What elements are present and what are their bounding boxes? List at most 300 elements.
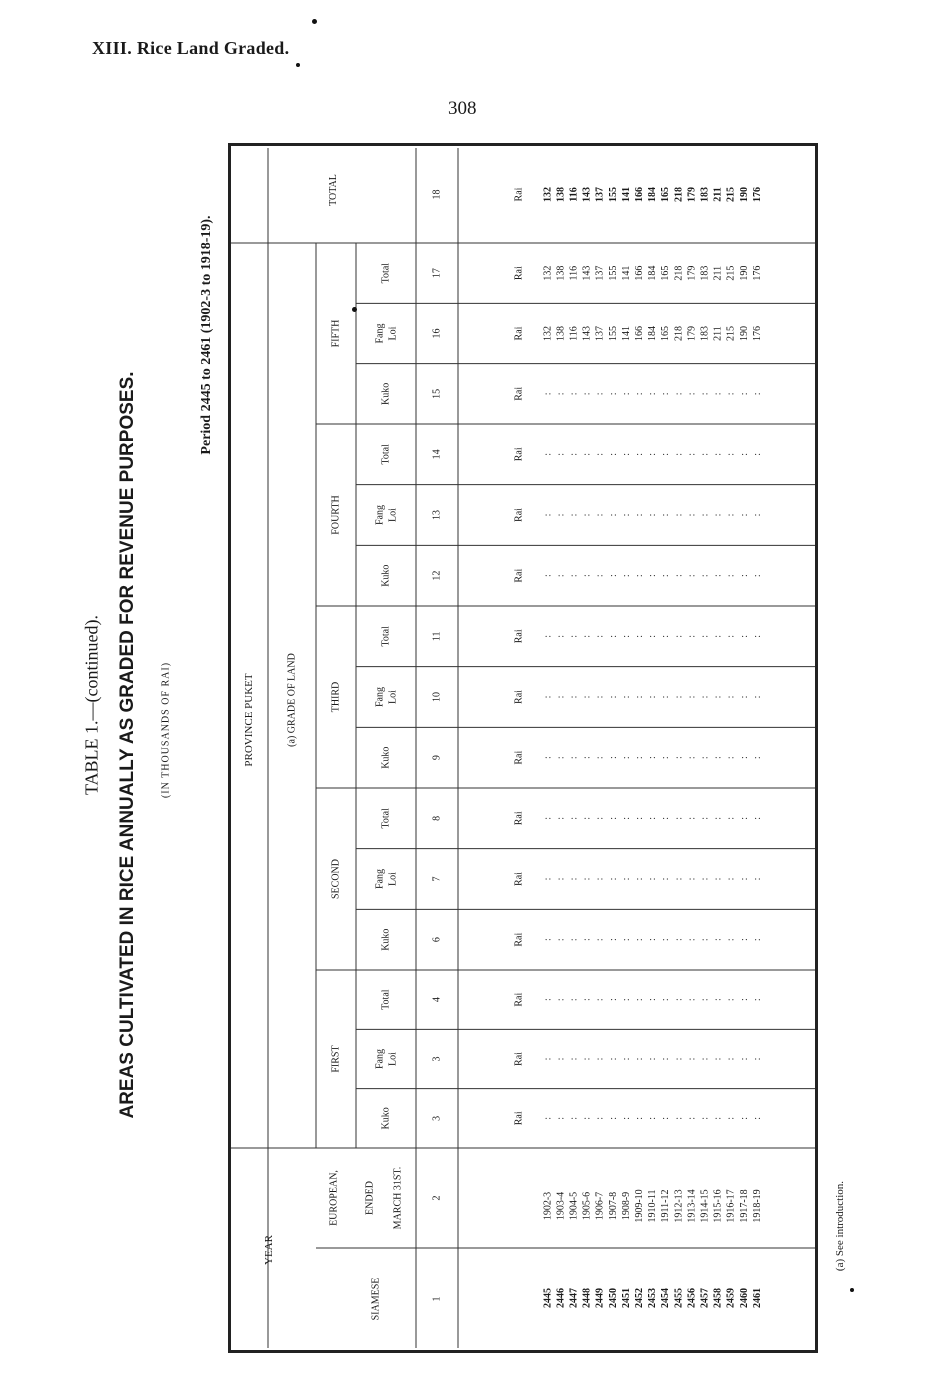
empty-cell: :: [633, 513, 645, 517]
subheader-label: Loi: [387, 508, 399, 522]
column-number: 10: [431, 692, 443, 702]
subheader-label: Kuko: [380, 564, 392, 587]
empty-cell: :: [712, 816, 724, 820]
siamese-year-cell: 2453: [647, 1288, 659, 1308]
subheader-label: Total: [380, 444, 392, 465]
speck-mark: [312, 19, 317, 24]
unit-label: Rai: [513, 568, 525, 583]
unit-label: Rai: [513, 266, 525, 281]
empty-cell: :: [699, 513, 711, 517]
empty-cell: :: [738, 816, 750, 820]
empty-cell: :: [712, 634, 724, 638]
empty-cell: :: [581, 1116, 593, 1120]
empty-cell: :: [738, 998, 750, 1002]
column-number: 6: [431, 937, 443, 943]
empty-cell: :: [594, 695, 606, 699]
empty-cell: :: [542, 816, 554, 820]
fifth-total-cell: 141: [620, 265, 632, 281]
empty-cell: :: [673, 634, 685, 638]
siamese-year-cell: 2454: [660, 1288, 672, 1308]
empty-cell: :: [568, 1057, 580, 1061]
european-year-cell: 1909-10: [633, 1189, 645, 1223]
subheader-label: Loi: [387, 1052, 399, 1066]
empty-cell: :: [568, 1116, 580, 1120]
empty-cell: :: [712, 392, 724, 396]
fifth-total-cell: 179: [686, 265, 698, 281]
siamese-year-cell: 2451: [620, 1288, 632, 1308]
grand-total-cell: 141: [620, 187, 632, 202]
unit-label: Rai: [513, 811, 525, 826]
empty-cell: :: [712, 998, 724, 1002]
empty-cell: :: [607, 816, 619, 820]
empty-cell: :: [699, 1057, 711, 1061]
grand-total-cell: 183: [699, 187, 711, 202]
empty-cell: :: [660, 877, 672, 881]
empty-cell: :: [620, 695, 632, 699]
empty-cell: :: [607, 695, 619, 699]
fifth-fang-loi-cell: 137: [594, 326, 606, 341]
empty-cell: :: [581, 877, 593, 881]
empty-cell: :: [555, 816, 567, 820]
empty-cell: :: [647, 392, 659, 396]
european-header: MARCH 31ST.: [392, 1166, 404, 1230]
empty-cell: :: [633, 392, 645, 396]
subheader-label: Total: [380, 626, 392, 647]
empty-cell: :: [686, 1116, 698, 1120]
grade-name: FIFTH: [330, 319, 342, 348]
column-number: 12: [431, 570, 443, 581]
empty-cell: :: [686, 998, 698, 1002]
empty-cell: :: [568, 634, 580, 638]
empty-cell: :: [581, 816, 593, 820]
european-year-cell: 1902-3: [542, 1191, 554, 1221]
empty-cell: :: [712, 452, 724, 456]
empty-cell: :: [725, 452, 737, 456]
empty-cell: :: [581, 695, 593, 699]
empty-cell: :: [607, 574, 619, 578]
empty-cell: :: [673, 1057, 685, 1061]
fifth-total-cell: 137: [594, 265, 606, 281]
empty-cell: :: [607, 938, 619, 942]
unit-label: Rai: [513, 1052, 525, 1066]
grade-name: FOURTH: [330, 495, 342, 535]
empty-cell: :: [751, 574, 763, 578]
empty-cell: :: [542, 756, 554, 760]
empty-cell: :: [555, 998, 567, 1002]
table-subtitle: AREAS CULTIVATED IN RICE ANNUALLY AS GRADED FOR REVENUE PURPOSES.: [117, 371, 138, 1119]
empty-cell: :: [581, 1057, 593, 1061]
empty-cell: :: [686, 877, 698, 881]
fifth-total-cell: 190: [738, 265, 750, 281]
siamese-year-cell: 2445: [542, 1288, 554, 1308]
empty-cell: :: [673, 756, 685, 760]
empty-cell: :: [647, 756, 659, 760]
empty-cell: :: [751, 756, 763, 760]
unit-label: Rai: [513, 872, 525, 886]
european-year-cell: 1916-17: [725, 1189, 737, 1223]
empty-cell: :: [647, 1057, 659, 1061]
empty-cell: :: [699, 998, 711, 1002]
empty-cell: :: [633, 998, 645, 1002]
empty-cell: :: [699, 938, 711, 942]
grand-total-cell: 215: [725, 187, 737, 203]
empty-cell: :: [738, 695, 750, 699]
empty-cell: :: [660, 1116, 672, 1120]
fifth-total-cell: 116: [568, 265, 580, 281]
grand-total-cell: 165: [660, 187, 672, 202]
empty-cell: :: [647, 998, 659, 1002]
empty-cell: :: [673, 695, 685, 699]
column-number: 8: [431, 815, 443, 821]
empty-cell: :: [751, 1116, 763, 1120]
fifth-total-cell: 138: [555, 265, 567, 281]
empty-cell: :: [542, 574, 554, 578]
empty-cell: :: [542, 452, 554, 456]
empty-cell: :: [542, 513, 554, 517]
empty-cell: :: [751, 634, 763, 638]
empty-cell: :: [699, 574, 711, 578]
empty-cell: :: [594, 392, 606, 396]
column-number: 9: [431, 755, 443, 761]
empty-cell: :: [738, 1057, 750, 1061]
empty-cell: :: [686, 1057, 698, 1061]
empty-cell: :: [594, 877, 606, 881]
empty-cell: :: [607, 998, 619, 1002]
empty-cell: :: [555, 1116, 567, 1120]
empty-cell: :: [725, 998, 737, 1002]
empty-cell: :: [751, 816, 763, 820]
empty-cell: :: [686, 574, 698, 578]
fifth-total-cell: 211: [712, 265, 724, 281]
total-header: TOTAL: [327, 174, 339, 206]
empty-cell: :: [660, 452, 672, 456]
column-number: 15: [431, 388, 443, 399]
empty-cell: :: [594, 938, 606, 942]
empty-cell: :: [555, 574, 567, 578]
subheader-label: Loi: [387, 690, 399, 704]
empty-cell: :: [633, 938, 645, 942]
empty-cell: :: [751, 1057, 763, 1061]
empty-cell: :: [555, 1057, 567, 1061]
fifth-fang-loi-cell: 166: [633, 326, 645, 341]
empty-cell: :: [712, 513, 724, 517]
european-year-cell: 1903-4: [555, 1191, 567, 1221]
grand-total-cell: 166: [633, 187, 645, 202]
empty-cell: :: [555, 513, 567, 517]
empty-cell: :: [738, 574, 750, 578]
fifth-total-cell: 215: [725, 265, 737, 281]
empty-cell: :: [620, 634, 632, 638]
grand-total-cell: 179: [686, 187, 698, 202]
unit-label: Rai: [513, 629, 525, 644]
empty-cell: :: [607, 877, 619, 881]
empty-cell: :: [673, 1116, 685, 1120]
empty-cell: :: [581, 756, 593, 760]
subheader-label: Total: [380, 262, 392, 284]
empty-cell: :: [607, 513, 619, 517]
empty-cell: :: [647, 877, 659, 881]
fifth-fang-loi-cell: 184: [647, 326, 659, 341]
empty-cell: :: [581, 452, 593, 456]
empty-cell: :: [751, 938, 763, 942]
fifth-fang-loi-cell: 179: [686, 326, 698, 341]
empty-cell: :: [712, 1116, 724, 1120]
empty-cell: :: [647, 574, 659, 578]
empty-cell: :: [673, 392, 685, 396]
subheader-label: Fang: [374, 505, 386, 525]
subheader-label: Fang: [374, 869, 386, 889]
empty-cell: :: [725, 756, 737, 760]
european-year-cell: 1910-11: [647, 1189, 659, 1223]
empty-cell: :: [660, 816, 672, 820]
empty-cell: :: [607, 1057, 619, 1061]
empty-cell: :: [751, 513, 763, 517]
siamese-year-cell: 2447: [568, 1288, 580, 1308]
empty-cell: :: [712, 877, 724, 881]
empty-cell: :: [542, 1116, 554, 1120]
province-header: PROVINCE PUKET: [243, 673, 256, 767]
empty-cell: :: [542, 634, 554, 638]
grand-total-cell: 116: [568, 187, 580, 202]
column-number: 2: [431, 1195, 443, 1201]
empty-cell: :: [725, 1116, 737, 1120]
column-number: 1: [431, 1296, 443, 1302]
siamese-year-cell: 2460: [738, 1288, 750, 1308]
column-number: 3: [431, 1056, 443, 1062]
column-number: 14: [431, 449, 443, 460]
grade-name: SECOND: [330, 858, 342, 900]
subheader-label: Fang: [374, 1049, 386, 1069]
empty-cell: :: [673, 816, 685, 820]
footnote: (a) See introduction.: [834, 1180, 846, 1272]
speck-mark: [352, 307, 357, 312]
empty-cell: :: [725, 1057, 737, 1061]
empty-cell: :: [568, 392, 580, 396]
empty-cell: :: [620, 877, 632, 881]
empty-cell: :: [633, 695, 645, 699]
empty-cell: :: [699, 756, 711, 760]
grand-total-cell: 137: [594, 187, 606, 202]
empty-cell: :: [555, 392, 567, 396]
empty-cell: :: [620, 574, 632, 578]
unit-label: Rai: [513, 1111, 525, 1126]
empty-cell: :: [581, 998, 593, 1002]
siamese-year-cell: 2448: [581, 1288, 593, 1308]
empty-cell: :: [568, 877, 580, 881]
empty-cell: :: [712, 695, 724, 699]
table-title: TABLE 1.—(continued).: [81, 614, 102, 796]
empty-cell: :: [751, 877, 763, 881]
european-year-cell: 1905-6: [581, 1191, 593, 1221]
fifth-fang-loi-cell: 190: [738, 326, 750, 341]
empty-cell: :: [725, 695, 737, 699]
empty-cell: :: [542, 938, 554, 942]
subheader-label: Kuko: [380, 382, 392, 405]
european-year-cell: 1911-12: [660, 1189, 672, 1223]
siamese-year-cell: 2457: [699, 1288, 711, 1308]
subheader-label: Kuko: [380, 928, 392, 951]
empty-cell: :: [686, 452, 698, 456]
grand-total-cell: 138: [555, 187, 567, 202]
empty-cell: :: [607, 392, 619, 396]
siamese-year-cell: 2459: [725, 1288, 737, 1308]
units-note: (IN THOUSANDS OF RAI): [160, 661, 172, 799]
empty-cell: :: [673, 513, 685, 517]
empty-cell: :: [633, 452, 645, 456]
empty-cell: :: [686, 816, 698, 820]
fifth-total-cell: 155: [607, 265, 619, 281]
empty-cell: :: [738, 392, 750, 396]
siamese-year-cell: 2455: [673, 1288, 685, 1308]
unit-label: Rai: [513, 932, 525, 947]
grand-total-cell: 211: [712, 187, 724, 202]
column-number: 4: [431, 997, 443, 1003]
empty-cell: :: [738, 877, 750, 881]
empty-cell: :: [620, 1057, 632, 1061]
european-year-cell: 1913-14: [686, 1189, 698, 1223]
empty-cell: :: [673, 877, 685, 881]
column-number: 16: [431, 328, 443, 339]
empty-cell: :: [660, 998, 672, 1002]
column-number: 3: [431, 1115, 443, 1121]
empty-cell: :: [620, 513, 632, 517]
fifth-fang-loi-cell: 183: [699, 326, 711, 341]
empty-cell: :: [647, 634, 659, 638]
european-year-cell: 1904-5: [568, 1191, 580, 1221]
empty-cell: :: [542, 998, 554, 1002]
empty-cell: :: [581, 574, 593, 578]
subheader-label: Total: [380, 808, 392, 829]
empty-cell: :: [542, 392, 554, 396]
subheader-label: Fang: [374, 687, 386, 707]
empty-cell: :: [725, 574, 737, 578]
european-year-cell: 1908-9: [620, 1191, 632, 1221]
fifth-fang-loi-cell: 165: [660, 326, 672, 341]
fifth-fang-loi-cell: 143: [581, 326, 593, 341]
empty-cell: :: [660, 392, 672, 396]
empty-cell: :: [712, 938, 724, 942]
unit-label: Rai: [513, 508, 525, 522]
empty-cell: :: [660, 574, 672, 578]
fifth-total-cell: 166: [633, 265, 645, 281]
empty-cell: :: [725, 634, 737, 638]
empty-cell: :: [555, 877, 567, 881]
fifth-fang-loi-cell: 116: [568, 326, 580, 341]
fifth-total-cell: 176: [751, 265, 763, 281]
fifth-fang-loi-cell: 155: [607, 326, 619, 341]
empty-cell: :: [686, 513, 698, 517]
unit-label: Rai: [513, 187, 525, 202]
grand-total-cell: 190: [738, 187, 750, 202]
empty-cell: :: [594, 574, 606, 578]
fifth-total-cell: 218: [673, 265, 685, 281]
empty-cell: :: [620, 392, 632, 396]
subheader-label: Fang: [374, 323, 386, 344]
empty-cell: :: [725, 513, 737, 517]
empty-cell: :: [594, 634, 606, 638]
unit-label: Rai: [513, 750, 525, 765]
empty-cell: :: [568, 452, 580, 456]
empty-cell: :: [633, 634, 645, 638]
grand-total-cell: 218: [673, 187, 685, 202]
fifth-total-cell: 184: [647, 265, 659, 281]
empty-cell: :: [738, 452, 750, 456]
empty-cell: :: [751, 392, 763, 396]
empty-cell: :: [633, 1057, 645, 1061]
empty-cell: :: [594, 1116, 606, 1120]
empty-cell: :: [542, 1057, 554, 1061]
grade-header: (a) GRADE OF LAND: [286, 653, 298, 747]
empty-cell: :: [633, 877, 645, 881]
empty-cell: :: [660, 756, 672, 760]
year-header: YEAR: [263, 1235, 276, 1265]
empty-cell: :: [594, 756, 606, 760]
grade-name: THIRD: [330, 681, 342, 713]
empty-cell: :: [594, 998, 606, 1002]
empty-cell: :: [555, 938, 567, 942]
empty-cell: :: [699, 877, 711, 881]
empty-cell: :: [712, 574, 724, 578]
fifth-fang-loi-cell: 215: [725, 326, 737, 342]
unit-label: Rai: [513, 326, 525, 341]
empty-cell: :: [568, 816, 580, 820]
empty-cell: :: [647, 452, 659, 456]
empty-cell: :: [738, 756, 750, 760]
empty-cell: :: [699, 695, 711, 699]
empty-cell: :: [620, 1116, 632, 1120]
empty-cell: :: [725, 392, 737, 396]
subheader-label: Kuko: [380, 1107, 392, 1130]
fifth-fang-loi-cell: 211: [712, 326, 724, 341]
empty-cell: :: [594, 452, 606, 456]
empty-cell: :: [751, 695, 763, 699]
siamese-header: SIAMESE: [370, 1277, 382, 1321]
unit-label: Rai: [513, 992, 525, 1007]
empty-cell: :: [738, 513, 750, 517]
empty-cell: :: [633, 756, 645, 760]
empty-cell: :: [581, 634, 593, 638]
empty-cell: :: [673, 452, 685, 456]
empty-cell: :: [594, 1057, 606, 1061]
empty-cell: :: [555, 634, 567, 638]
empty-cell: :: [542, 877, 554, 881]
grand-total-cell: 155: [607, 187, 619, 202]
column-number: 7: [431, 876, 443, 882]
empty-cell: :: [699, 392, 711, 396]
grade-name: FIRST: [330, 1045, 342, 1073]
empty-cell: :: [568, 695, 580, 699]
fifth-fang-loi-cell: 138: [555, 326, 567, 341]
column-number: 11: [431, 631, 443, 642]
european-year-cell: 1912-13: [673, 1189, 685, 1223]
empty-cell: :: [581, 513, 593, 517]
fifth-fang-loi-cell: 132: [542, 326, 554, 341]
empty-cell: :: [699, 816, 711, 820]
empty-cell: :: [673, 998, 685, 1002]
grand-total-cell: 184: [647, 187, 659, 202]
empty-cell: :: [738, 938, 750, 942]
fifth-total-cell: 132: [542, 265, 554, 281]
empty-cell: :: [607, 1116, 619, 1120]
european-header: EUROPEAN,: [328, 1170, 340, 1226]
empty-cell: :: [568, 513, 580, 517]
speck-mark: [296, 63, 300, 67]
empty-cell: :: [699, 634, 711, 638]
empty-cell: :: [699, 1116, 711, 1120]
empty-cell: :: [686, 695, 698, 699]
empty-cell: :: [660, 1057, 672, 1061]
empty-cell: :: [660, 938, 672, 942]
